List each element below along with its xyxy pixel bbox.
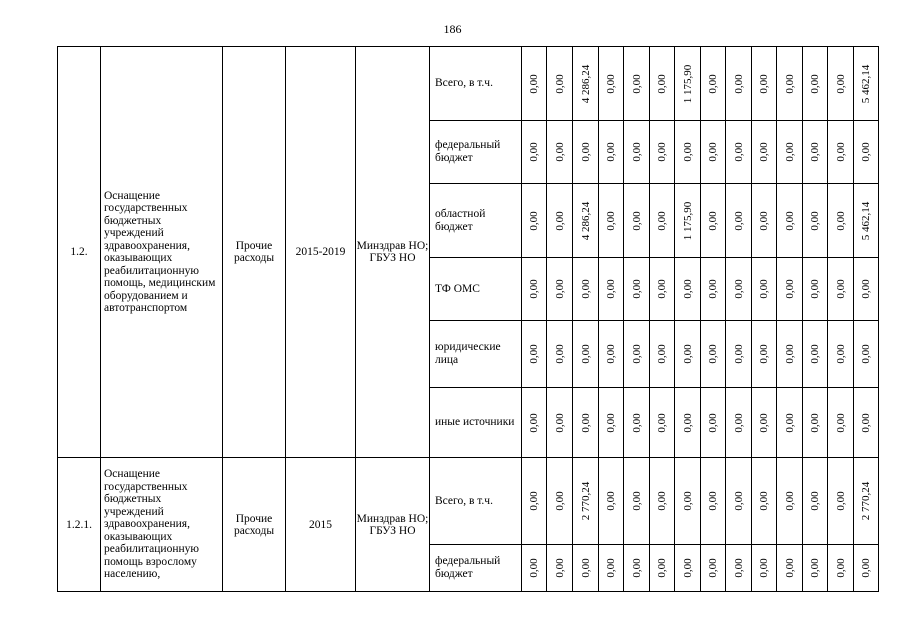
value-cell xyxy=(726,388,752,458)
value-cell xyxy=(828,321,854,388)
value-cell xyxy=(752,545,777,592)
value-cell xyxy=(701,545,726,592)
value-text: 0,00 xyxy=(758,491,770,511)
value-text: 0,00 xyxy=(579,344,592,364)
value-text: 0,00 xyxy=(528,558,540,578)
value-text: 0,00 xyxy=(656,73,668,94)
value-cell xyxy=(777,545,803,592)
value-text: 0,00 xyxy=(605,279,617,299)
funding-source: областной бюджет xyxy=(430,184,522,258)
funding-source: федеральный бюджет xyxy=(430,545,522,592)
value-cell xyxy=(599,388,624,458)
value-cell xyxy=(828,121,854,184)
value-cell xyxy=(701,184,726,258)
value-text: 0,00 xyxy=(630,73,643,94)
value-cell xyxy=(675,321,701,388)
value-cell xyxy=(752,184,777,258)
value-text: 0,00 xyxy=(758,142,770,162)
value-text: 0,00 xyxy=(656,412,668,433)
value-cell xyxy=(854,458,879,545)
value-cell xyxy=(547,388,573,458)
value-text: 0,00 xyxy=(783,73,796,94)
value-cell xyxy=(726,47,752,121)
value-text: 0,00 xyxy=(630,491,643,511)
value-cell xyxy=(803,545,828,592)
value-text: 0,00 xyxy=(656,210,668,231)
value-cell xyxy=(650,321,675,388)
value-text: 0,00 xyxy=(834,412,847,433)
value-cell xyxy=(752,258,777,321)
value-cell xyxy=(828,545,854,592)
value-cell xyxy=(599,458,624,545)
value-cell xyxy=(828,184,854,258)
value-cell xyxy=(547,47,573,121)
value-cell xyxy=(650,47,675,121)
value-text: 0,00 xyxy=(605,210,617,231)
value-text: 0,00 xyxy=(783,142,796,162)
value-cell xyxy=(675,47,701,121)
value-text: 0,00 xyxy=(809,491,821,511)
value-cell xyxy=(777,388,803,458)
value-text: 0,00 xyxy=(656,491,668,511)
value-text: 0,00 xyxy=(834,558,847,578)
value-text: 5 462,14 xyxy=(860,201,872,240)
value-cell xyxy=(726,545,752,592)
value-text: 0,00 xyxy=(553,344,566,364)
measure-name: Оснащение государственных бюджетных учреждений здравоохранения, оказывающих реабилитационную помощь, медицинским оборудованием и автотранспортом xyxy=(101,47,223,458)
value-text: 0,00 xyxy=(605,412,617,433)
value-cell xyxy=(752,321,777,388)
value-cell xyxy=(803,258,828,321)
value-text: 0,00 xyxy=(553,491,566,511)
value-cell xyxy=(650,184,675,258)
value-cell xyxy=(675,545,701,592)
value-text: 4 286,24 xyxy=(579,201,592,240)
value-text: 0,00 xyxy=(758,344,770,364)
value-text: 0,00 xyxy=(834,142,847,162)
value-text: 0,00 xyxy=(553,142,566,162)
value-cell xyxy=(573,321,599,388)
value-cell xyxy=(701,388,726,458)
value-text: 0,00 xyxy=(579,412,592,433)
value-text: 0,00 xyxy=(630,412,643,433)
value-cell xyxy=(675,458,701,545)
page-number: 186 xyxy=(443,22,462,36)
value-cell xyxy=(624,47,650,121)
value-text: 0,00 xyxy=(630,142,643,162)
value-text: 0,00 xyxy=(809,142,821,162)
value-text: 0,00 xyxy=(528,142,540,162)
value-text: 0,00 xyxy=(732,344,745,364)
value-text: 0,00 xyxy=(860,412,872,433)
value-cell xyxy=(854,121,879,184)
value-cell xyxy=(547,258,573,321)
value-text: 0,00 xyxy=(707,344,719,364)
value-text: 0,00 xyxy=(605,73,617,94)
value-text: 2 770,24 xyxy=(860,481,872,521)
value-cell xyxy=(599,184,624,258)
value-text: 0,00 xyxy=(707,210,719,231)
value-text: 0,00 xyxy=(553,279,566,299)
value-text: 0,00 xyxy=(834,73,847,94)
value-cell xyxy=(650,388,675,458)
value-cell xyxy=(854,388,879,458)
value-cell xyxy=(522,458,547,545)
value-cell xyxy=(854,258,879,321)
value-cell xyxy=(777,258,803,321)
value-text: 0,00 xyxy=(681,142,694,162)
value-text: 0,00 xyxy=(707,491,719,511)
value-text: 0,00 xyxy=(732,142,745,162)
value-text: 0,00 xyxy=(681,491,694,511)
value-cell xyxy=(701,47,726,121)
funding-source: Всего, в т.ч. xyxy=(430,47,522,121)
value-text: 0,00 xyxy=(681,412,694,433)
value-cell xyxy=(547,121,573,184)
value-cell xyxy=(777,121,803,184)
value-text: 0,00 xyxy=(605,344,617,364)
value-text: 0,00 xyxy=(579,279,592,299)
value-cell xyxy=(701,121,726,184)
value-cell xyxy=(573,184,599,258)
value-text: 0,00 xyxy=(783,558,796,578)
value-cell xyxy=(573,258,599,321)
value-text: 0,00 xyxy=(809,558,821,578)
value-cell xyxy=(777,321,803,388)
value-text: 0,00 xyxy=(732,412,745,433)
value-cell xyxy=(828,458,854,545)
value-cell xyxy=(726,184,752,258)
value-text: 0,00 xyxy=(809,412,821,433)
value-cell xyxy=(752,458,777,545)
value-text: 0,00 xyxy=(758,73,770,94)
value-cell xyxy=(624,321,650,388)
value-text: 0,00 xyxy=(630,279,643,299)
value-cell xyxy=(650,258,675,321)
value-text: 0,00 xyxy=(758,279,770,299)
value-cell xyxy=(547,545,573,592)
value-text: 0,00 xyxy=(707,279,719,299)
value-text: 0,00 xyxy=(809,279,821,299)
value-cell xyxy=(854,184,879,258)
value-cell xyxy=(599,321,624,388)
budget-table xyxy=(57,46,879,592)
value-cell xyxy=(573,388,599,458)
value-cell xyxy=(803,388,828,458)
value-text: 0,00 xyxy=(732,210,745,231)
value-cell xyxy=(624,458,650,545)
value-cell xyxy=(726,121,752,184)
funding-source: Всего, в т.ч. xyxy=(430,458,522,545)
value-cell xyxy=(675,388,701,458)
value-text: 0,00 xyxy=(732,279,745,299)
value-cell xyxy=(573,47,599,121)
period: 2015 xyxy=(286,458,356,592)
value-text: 0,00 xyxy=(834,279,847,299)
value-text: 0,00 xyxy=(579,142,592,162)
funding-source: иные источники xyxy=(430,388,522,458)
period: 2015-2019 xyxy=(286,47,356,458)
value-text: 0,00 xyxy=(630,558,643,578)
value-text: 0,00 xyxy=(707,412,719,433)
value-text: 0,00 xyxy=(528,210,540,231)
value-text: 0,00 xyxy=(834,210,847,231)
value-text: 0,00 xyxy=(656,558,668,578)
value-cell xyxy=(854,47,879,121)
measure-name: Оснащение государственных бюджетных учреждений здравоохранения, оказывающих реабилитационную помощь взрослому населению, xyxy=(101,458,223,592)
value-text: 0,00 xyxy=(783,279,796,299)
value-cell xyxy=(675,121,701,184)
value-cell xyxy=(650,458,675,545)
value-text: 0,00 xyxy=(758,558,770,578)
value-text: 0,00 xyxy=(732,558,745,578)
value-cell xyxy=(522,47,547,121)
value-text: 0,00 xyxy=(553,558,566,578)
value-cell xyxy=(599,121,624,184)
value-text: 1 175,90 xyxy=(681,201,694,240)
value-text: 0,00 xyxy=(783,344,796,364)
value-text: 0,00 xyxy=(579,558,592,578)
value-text: 0,00 xyxy=(860,142,872,162)
value-text: 0,00 xyxy=(630,344,643,364)
value-cell xyxy=(828,258,854,321)
value-cell xyxy=(522,121,547,184)
value-cell xyxy=(752,388,777,458)
row-number: 1.2. xyxy=(58,47,101,458)
value-cell xyxy=(624,388,650,458)
value-cell xyxy=(624,545,650,592)
value-text: 0,00 xyxy=(809,210,821,231)
value-text: 0,00 xyxy=(758,412,770,433)
value-cell xyxy=(599,545,624,592)
value-text: 0,00 xyxy=(630,210,643,231)
value-text: 0,00 xyxy=(605,491,617,511)
value-text: 0,00 xyxy=(707,73,719,94)
value-cell xyxy=(522,545,547,592)
value-text: 0,00 xyxy=(553,73,566,94)
value-cell xyxy=(854,321,879,388)
value-text: 0,00 xyxy=(656,344,668,364)
value-text: 0,00 xyxy=(553,210,566,231)
value-text: 0,00 xyxy=(528,491,540,511)
value-cell xyxy=(701,258,726,321)
value-cell xyxy=(777,184,803,258)
value-text: 0,00 xyxy=(528,279,540,299)
funding-source: юридические лица xyxy=(430,321,522,388)
value-cell xyxy=(701,321,726,388)
value-cell xyxy=(803,47,828,121)
value-text: 0,00 xyxy=(809,73,821,94)
value-cell xyxy=(828,47,854,121)
value-cell xyxy=(803,121,828,184)
value-cell xyxy=(726,321,752,388)
value-text: 0,00 xyxy=(681,558,694,578)
value-cell xyxy=(777,47,803,121)
value-cell xyxy=(522,388,547,458)
value-text: 0,00 xyxy=(809,344,821,364)
value-text: 0,00 xyxy=(707,558,719,578)
value-text: 4 286,24 xyxy=(579,64,592,103)
value-cell xyxy=(624,184,650,258)
expense-type: Прочие расходы xyxy=(223,458,286,592)
value-text: 0,00 xyxy=(605,558,617,578)
value-text: 0,00 xyxy=(860,344,872,364)
value-cell xyxy=(522,184,547,258)
value-cell xyxy=(675,184,701,258)
value-cell xyxy=(828,388,854,458)
value-text: 0,00 xyxy=(834,344,847,364)
responsible-executor: Минздрав НО; ГБУЗ НО xyxy=(356,47,430,458)
value-cell xyxy=(547,184,573,258)
value-cell xyxy=(573,458,599,545)
value-text: 0,00 xyxy=(656,142,668,162)
value-text: 0,00 xyxy=(656,279,668,299)
value-text: 0,00 xyxy=(605,142,617,162)
value-cell xyxy=(803,184,828,258)
value-cell xyxy=(650,121,675,184)
value-text: 0,00 xyxy=(758,210,770,231)
value-cell xyxy=(675,258,701,321)
row-number: 1.2.1. xyxy=(58,458,101,592)
value-cell xyxy=(650,545,675,592)
value-cell xyxy=(522,258,547,321)
value-text: 0,00 xyxy=(528,412,540,433)
funding-source: федеральный бюджет xyxy=(430,121,522,184)
value-text: 0,00 xyxy=(834,491,847,511)
value-text: 0,00 xyxy=(528,344,540,364)
value-text: 2 770,24 xyxy=(579,481,592,521)
value-cell xyxy=(701,458,726,545)
value-cell xyxy=(803,321,828,388)
value-cell xyxy=(854,545,879,592)
value-cell xyxy=(599,47,624,121)
value-cell xyxy=(599,258,624,321)
value-text: 0,00 xyxy=(707,142,719,162)
value-text: 0,00 xyxy=(783,210,796,231)
value-cell xyxy=(803,458,828,545)
table-row xyxy=(58,47,879,121)
value-cell xyxy=(726,258,752,321)
value-cell xyxy=(547,458,573,545)
value-text: 0,00 xyxy=(681,279,694,299)
value-cell xyxy=(752,47,777,121)
value-cell xyxy=(573,545,599,592)
value-cell xyxy=(726,458,752,545)
value-text: 1 175,90 xyxy=(681,64,694,103)
value-text: 0,00 xyxy=(681,344,694,364)
responsible-executor: Минздрав НО; ГБУЗ НО xyxy=(356,458,430,592)
value-text: 5 462,14 xyxy=(860,64,872,103)
value-cell xyxy=(573,121,599,184)
value-cell xyxy=(777,458,803,545)
value-cell xyxy=(624,258,650,321)
value-cell xyxy=(752,121,777,184)
value-text: 0,00 xyxy=(783,491,796,511)
value-text: 0,00 xyxy=(553,412,566,433)
value-text: 0,00 xyxy=(528,73,540,94)
expense-type: Прочие расходы xyxy=(223,47,286,458)
value-cell xyxy=(522,321,547,388)
value-cell xyxy=(547,321,573,388)
value-cell xyxy=(624,121,650,184)
value-text: 0,00 xyxy=(860,558,872,578)
value-text: 0,00 xyxy=(860,279,872,299)
funding-source: ТФ ОМС xyxy=(430,258,522,321)
value-text: 0,00 xyxy=(732,73,745,94)
value-text: 0,00 xyxy=(732,491,745,511)
value-text: 0,00 xyxy=(783,412,796,433)
table-row xyxy=(58,458,879,545)
